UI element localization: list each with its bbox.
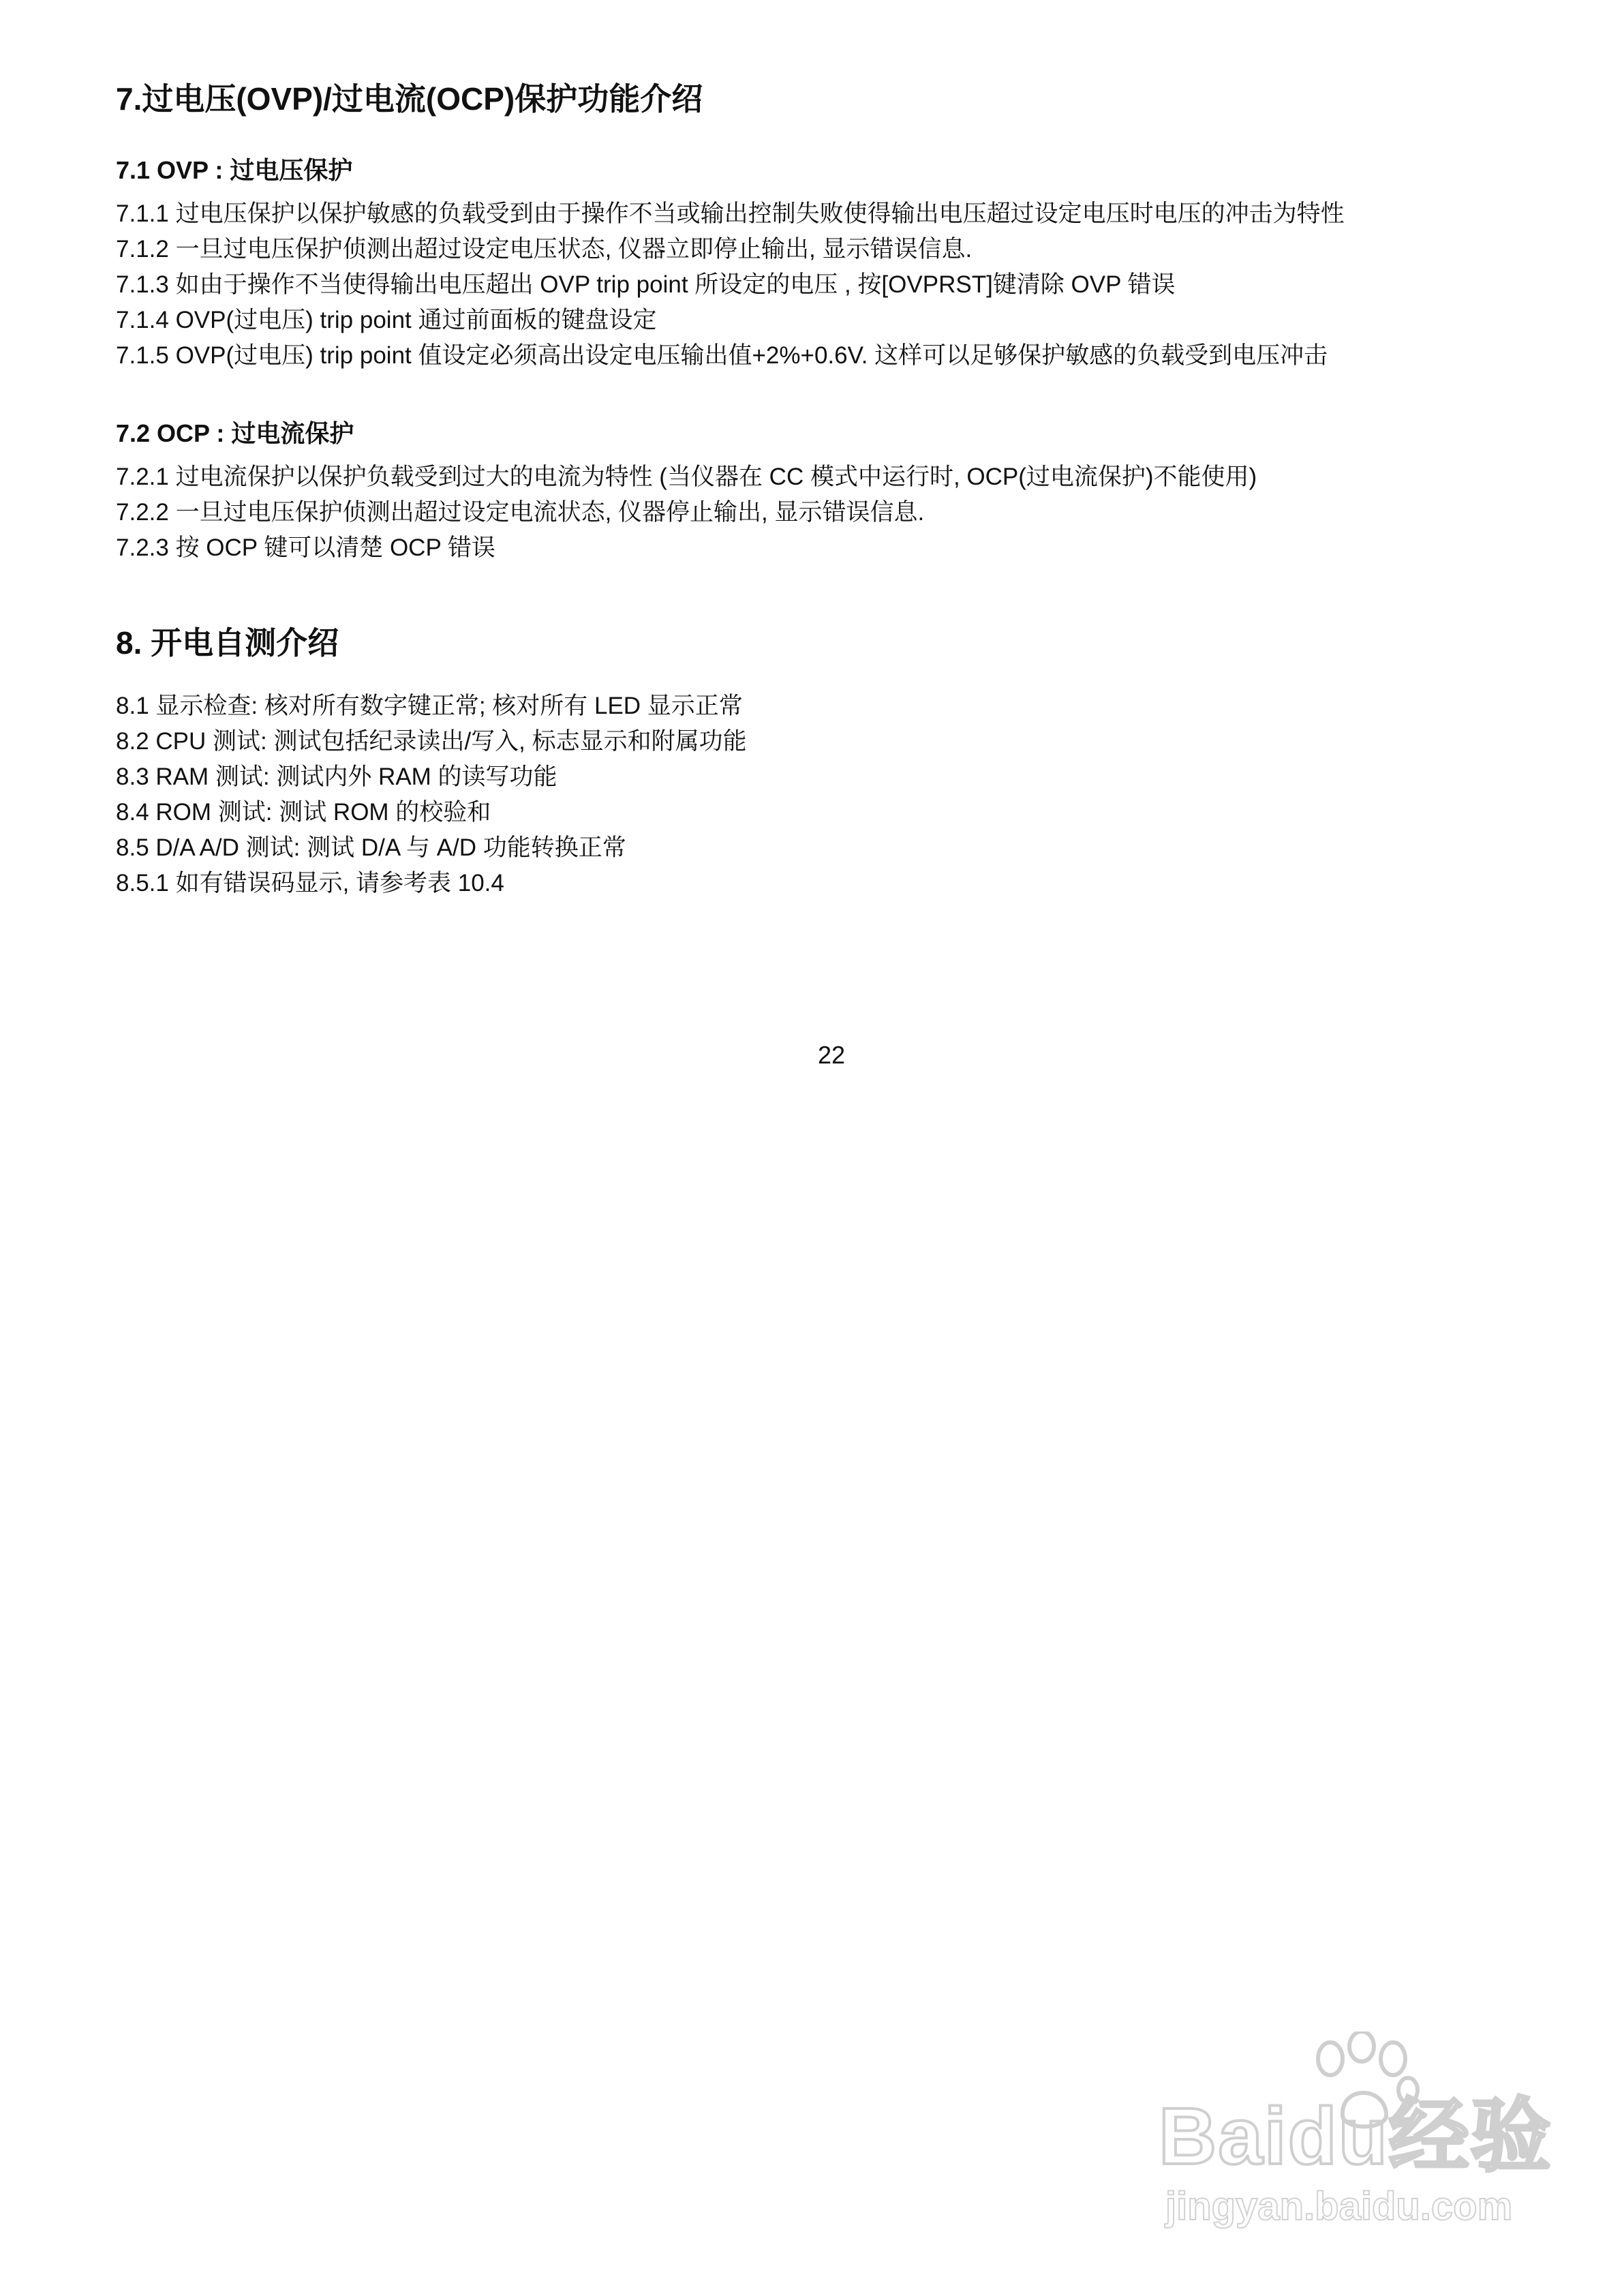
list-item-7-2-1: 7.2.1 过电流保护以保护负载受到过大的电流为特性 (当仪器在 CC 模式中运行时, OCP(过电流保护)不能使用) bbox=[116, 464, 1257, 490]
list-item-7-2-2: 7.2.2 一旦过电压保护侦测出超过设定电流状态, 仪器停止输出, 显示错误信息. bbox=[116, 499, 925, 526]
watermark bbox=[1159, 2031, 1552, 2236]
list-item-8-1: 8.1 显示检查: 核对所有数字键正常; 核对所有 LED 显示正常 bbox=[116, 693, 743, 719]
list-item-7-1-1: 7.1.1 过电压保护以保护敏感的负载受到由于操作不当或输出控制失败使得输出电压超过设定电压时电压的冲击为特性 bbox=[116, 200, 1345, 227]
list-item-7-1-3: 7.1.3 如由于操作不当使得输出电压超出 OVP trip point 所设定的电压 , 按[OVPRST]键清除 OVP 错误 bbox=[116, 271, 1176, 298]
section-7-title: 7.过电压(OVP)/过电流(OCP)保护功能介绍 bbox=[116, 81, 703, 117]
section-7-2-heading: 7.2 OCP : 过电流保护 bbox=[116, 419, 354, 447]
list-item-8-3: 8.3 RAM 测试: 测试内外 RAM 的读写功能 bbox=[116, 764, 557, 790]
list-item-8-5: 8.5 D/A A/D 测试: 测试 D/A 与 A/D 功能转换正常 bbox=[116, 834, 626, 861]
list-item-7-1-2: 7.1.2 一旦过电压保护侦测出超过设定电压状态, 仪器立即停止输出, 显示错误信息. bbox=[116, 236, 973, 262]
list-item-7-1-5: 7.1.5 OVP(过电压) trip point 值设定必须高出设定电压输出值+2%+0.6V. 这样可以足够保护敏感的负载受到电压冲击 bbox=[116, 342, 1328, 369]
list-item-7-1-4: 7.1.4 OVP(过电压) trip point 通过前面板的键盘设定 bbox=[116, 307, 657, 333]
section-8-title: 8. 开电自测介绍 bbox=[116, 625, 339, 661]
watermark-brand: Baidu经验 bbox=[1159, 2091, 1552, 2181]
watermark-domain: jingyan.baidu.com bbox=[1165, 2184, 1513, 2229]
list-item-8-4: 8.4 ROM 测试: 测试 ROM 的校验和 bbox=[116, 799, 491, 826]
list-item-8-5-1: 8.5.1 如有错误码显示, 请参考表 10.4 bbox=[116, 870, 504, 896]
section-7-1-heading: 7.1 OVP : 过电压保护 bbox=[116, 156, 353, 184]
page-number: 22 bbox=[817, 1041, 846, 1069]
list-item-7-2-3: 7.2.3 按 OCP 键可以清楚 OCP 错误 bbox=[116, 534, 495, 561]
list-item-8-2: 8.2 CPU 测试: 测试包括纪录读出/写入, 标志显示和附属功能 bbox=[116, 728, 747, 755]
